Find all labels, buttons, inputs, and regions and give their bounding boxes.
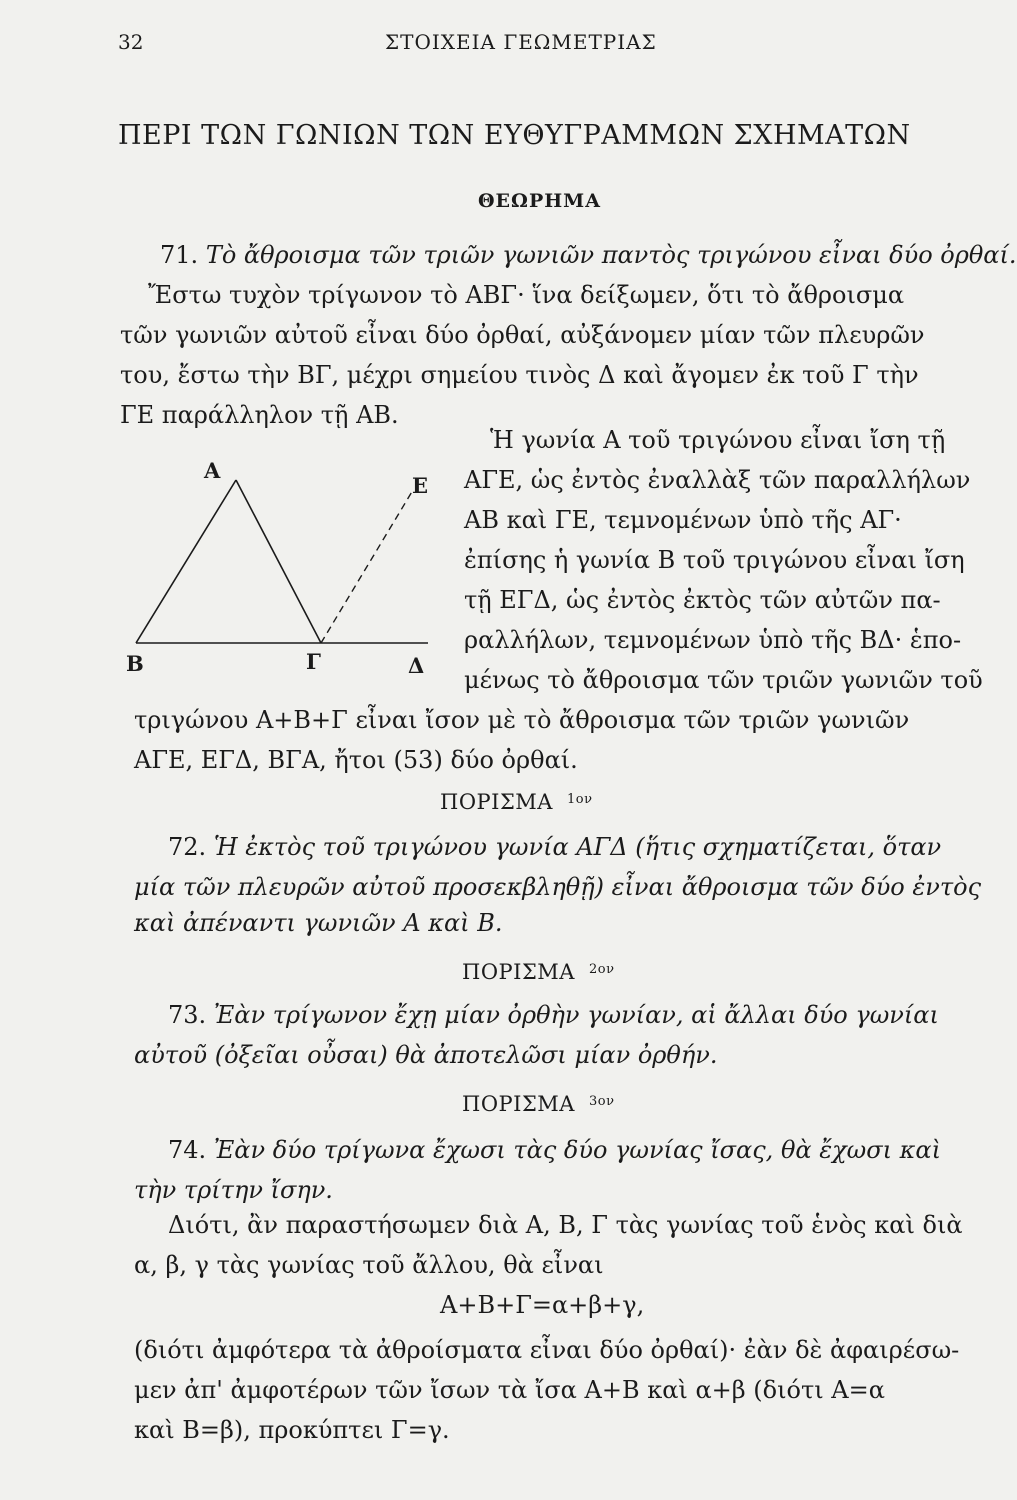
- side-line: μένως τὸ ἄθροισμα τῶν τριῶν γωνιῶν τοῦ: [464, 666, 983, 694]
- corollary-number: 74.: [168, 1136, 207, 1164]
- corollary-number: 73.: [168, 1001, 207, 1029]
- running-title: ΣΤΟΙΧΕΙΑ ΓΕΩΜΕΤΡΙΑΣ: [385, 30, 657, 54]
- side-AG: [236, 480, 321, 643]
- label-B: Β: [126, 651, 144, 676]
- proof-line: ΓΕ παράλληλον τῇ ΑΒ.: [120, 401, 399, 429]
- label-A: Α: [204, 458, 221, 483]
- proof-line: καὶ Β=β), προκύπτει Γ=γ.: [134, 1416, 450, 1444]
- corollary-number: 72.: [168, 833, 207, 861]
- corollary-line: 74. Ἐὰν δύο τρίγωνα ἔχωσι τὰς δύο γωνίας ἴσας, θὰ ἔχωσι καὶ: [168, 1136, 941, 1164]
- proof-line: μεν ἀπ' ἀμφοτέρων τῶν ἴσων τὰ ἴσα Α+Β καὶ α+β (διότι Α=α: [134, 1376, 885, 1404]
- page-number: 32: [118, 30, 144, 54]
- side-line: τῇ ΕΓΔ, ὡς ἐντὸς ἐκτὸς τῶν αὐτῶν πα-: [464, 586, 941, 614]
- corollary-line: 73. Ἐὰν τρίγωνον ἔχῃ μίαν ὀρθὴν γωνίαν, αἱ ἄλλαι δύο γωνίαι: [168, 1001, 939, 1029]
- corollary-heading: ΠΟΡΙΣΜΑ $^{2o\nu}$: [462, 960, 615, 984]
- proof-line: του, ἔστω τὴν ΒΓ, μέχρι σημείου τινὸς Δ καὶ ἄγομεν ἐκ τοῦ Γ τὴν: [120, 361, 919, 389]
- proof-line: α, β, γ τὰς γωνίας τοῦ ἄλλου, θὰ εἶναι: [134, 1251, 604, 1279]
- side-AB: [136, 480, 236, 643]
- side-line: ΑΒ καὶ ΓΕ, τεμνομένων ὑπὸ τῆς ΑΓ·: [464, 506, 902, 534]
- corollary-line: 72. Ἡ ἐκτὸς τοῦ τριγώνου γωνία ΑΓΔ (ἥτις σχηματίζεται, ὅταν: [168, 833, 942, 861]
- corollary-heading: ΠΟΡΙΣΜΑ $^{1o\nu}$: [440, 790, 593, 814]
- theorem-statement-line: [160, 240, 1017, 270]
- section-title: ΠΕΡΙ ΤΩΝ ΓΩΝΙΩΝ ΤΩΝ ΕΥΘΥΓΡΑΜΜΩΝ ΣΧΗΜΑΤΩΝ: [118, 120, 911, 151]
- corollary-line: αὐτοῦ (ὀξεῖαι οὖσαι) θὰ ἀποτελῶσι μίαν ὀρθήν.: [134, 1041, 718, 1069]
- side-line: ραλλήλων, τεμνομένων ὑπὸ τῆς ΒΔ· ἑπο-: [464, 626, 962, 654]
- theorem-heading: ΘΕΩΡΗΜΑ: [478, 190, 601, 212]
- proof-line: (διότι ἀμφότερα τὰ ἀθροίσματα εἶναι δύο ὀρθαί)· ἐὰν δὲ ἀφαιρέσω-: [134, 1336, 960, 1364]
- theorem-number: 71.: [160, 241, 199, 269]
- theorem-statement: Τὸ ἄθροισμα τῶν τριῶν γωνιῶν παντὸς τριγώνου εἶναι δύο ὀρθαί.: [205, 241, 1017, 269]
- line-GE: [321, 490, 413, 643]
- corollary-line: τὴν τρίτην ἴσην.: [134, 1176, 333, 1204]
- label-D: Δ: [408, 653, 425, 678]
- proof-line: τῶν γωνιῶν αὐτοῦ εἶναι δύο ὀρθαί, αὐξάνομεν μίαν τῶν πλευρῶν: [120, 321, 925, 349]
- side-line: ΑΓΕ, ὡς ἐντὸς ἐναλλὰξ τῶν παραλλήλων: [464, 466, 971, 494]
- triangle-figure: [128, 455, 448, 685]
- side-line: ἐπίσης ἡ γωνία Β τοῦ τριγώνου εἶναι ἴση: [464, 546, 965, 574]
- proof-line: Ἔστω τυχὸν τρίγωνον τὸ ΑΒΓ· ἵνα δείξωμεν, ὅτι τὸ ἄθροισμα: [148, 281, 905, 309]
- corollary-line: καὶ ἀπέναντι γωνιῶν Α καὶ Β.: [134, 909, 503, 937]
- side-line: Ἡ γωνία Α τοῦ τριγώνου εἶναι ἴση τῇ: [490, 426, 946, 454]
- equation: Α+Β+Γ=α+β+γ,: [440, 1291, 645, 1319]
- corollary-ordinal: 3ον: [588, 1094, 615, 1109]
- corollary-heading: ΠΟΡΙΣΜΑ $^{3o\nu}$: [462, 1092, 615, 1116]
- label-E: Ε: [412, 473, 429, 498]
- closing-line: ΑΓΕ, ΕΓΔ, ΒΓΑ, ἤτοι (53) δύο ὀρθαί.: [134, 746, 578, 774]
- corollary-line: μία τῶν πλευρῶν αὐτοῦ προσεκβληθῇ) εἶναι ἄθροισμα τῶν δύο ἐντὸς: [134, 873, 982, 901]
- proof-line: Διότι, ἂν παραστήσωμεν διὰ Α, Β, Γ τὰς γωνίας τοῦ ἑνὸς καὶ διὰ: [168, 1211, 963, 1239]
- label-G: Γ: [306, 649, 321, 674]
- closing-line: τριγώνου Α+Β+Γ εἶναι ἴσον μὲ τὸ ἄθροισμα τῶν τριῶν γωνιῶν: [134, 706, 910, 734]
- corollary-ordinal: 1ον: [566, 792, 593, 807]
- corollary-ordinal: 2ον: [588, 962, 615, 977]
